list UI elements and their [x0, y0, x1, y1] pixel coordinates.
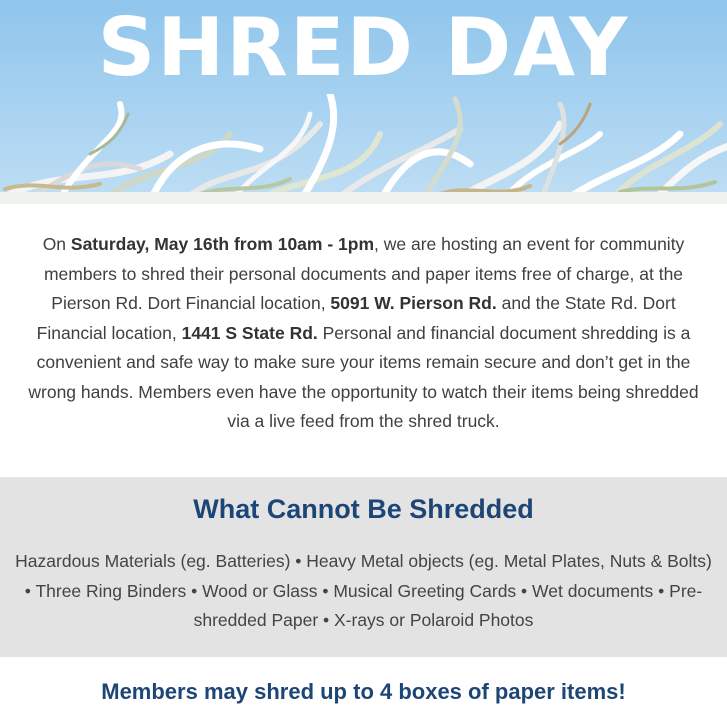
event-description	[0, 204, 727, 477]
intro-text-1: On	[42, 234, 71, 254]
state-rd-address: 1441 S State Rd.	[181, 322, 318, 343]
intro-text-2: , we are hosting an event for community members to shred their personal documents and paper items free of charge, at the Pierson Rd. Dort Financial location,	[43, 234, 685, 313]
intro-text-3: and the State Rd. Dort Financial location,	[36, 293, 676, 343]
cannot-shred-list: Hazardous Materials (eg. Batteries) • Heavy Metal objects (eg. Metal Plates, Nuts & Bolts) • Three Ring Binders • Wood or Glass • Musical Greeting Cards • Wet documents • Pre-shredded Paper • X-rays or Polaroid Photos	[15, 551, 712, 630]
event-date-time: Saturday, May 16th from 10am - 1pm	[70, 234, 375, 254]
cannot-shred-section	[0, 477, 727, 657]
cannot-shred-heading: What Cannot Be Shredded	[193, 494, 534, 524]
shredded-paper-illustration	[0, 94, 727, 204]
box-limit-notice: Members may shred up to 4 boxes of paper items!	[101, 679, 626, 704]
shred-day-banner	[0, 0, 727, 204]
intro-text-4: Personal and financial document shredding is a convenient and safe way to make sure your items remain secure and don’t get in the wrong hands. Members even have the opportunity to watch their items being shredded via a live feed from the shred truck.	[28, 322, 699, 431]
pierson-address: 5091 W. Pierson Rd.	[330, 293, 497, 313]
banner-title: SHRED DAY	[97, 1, 630, 94]
